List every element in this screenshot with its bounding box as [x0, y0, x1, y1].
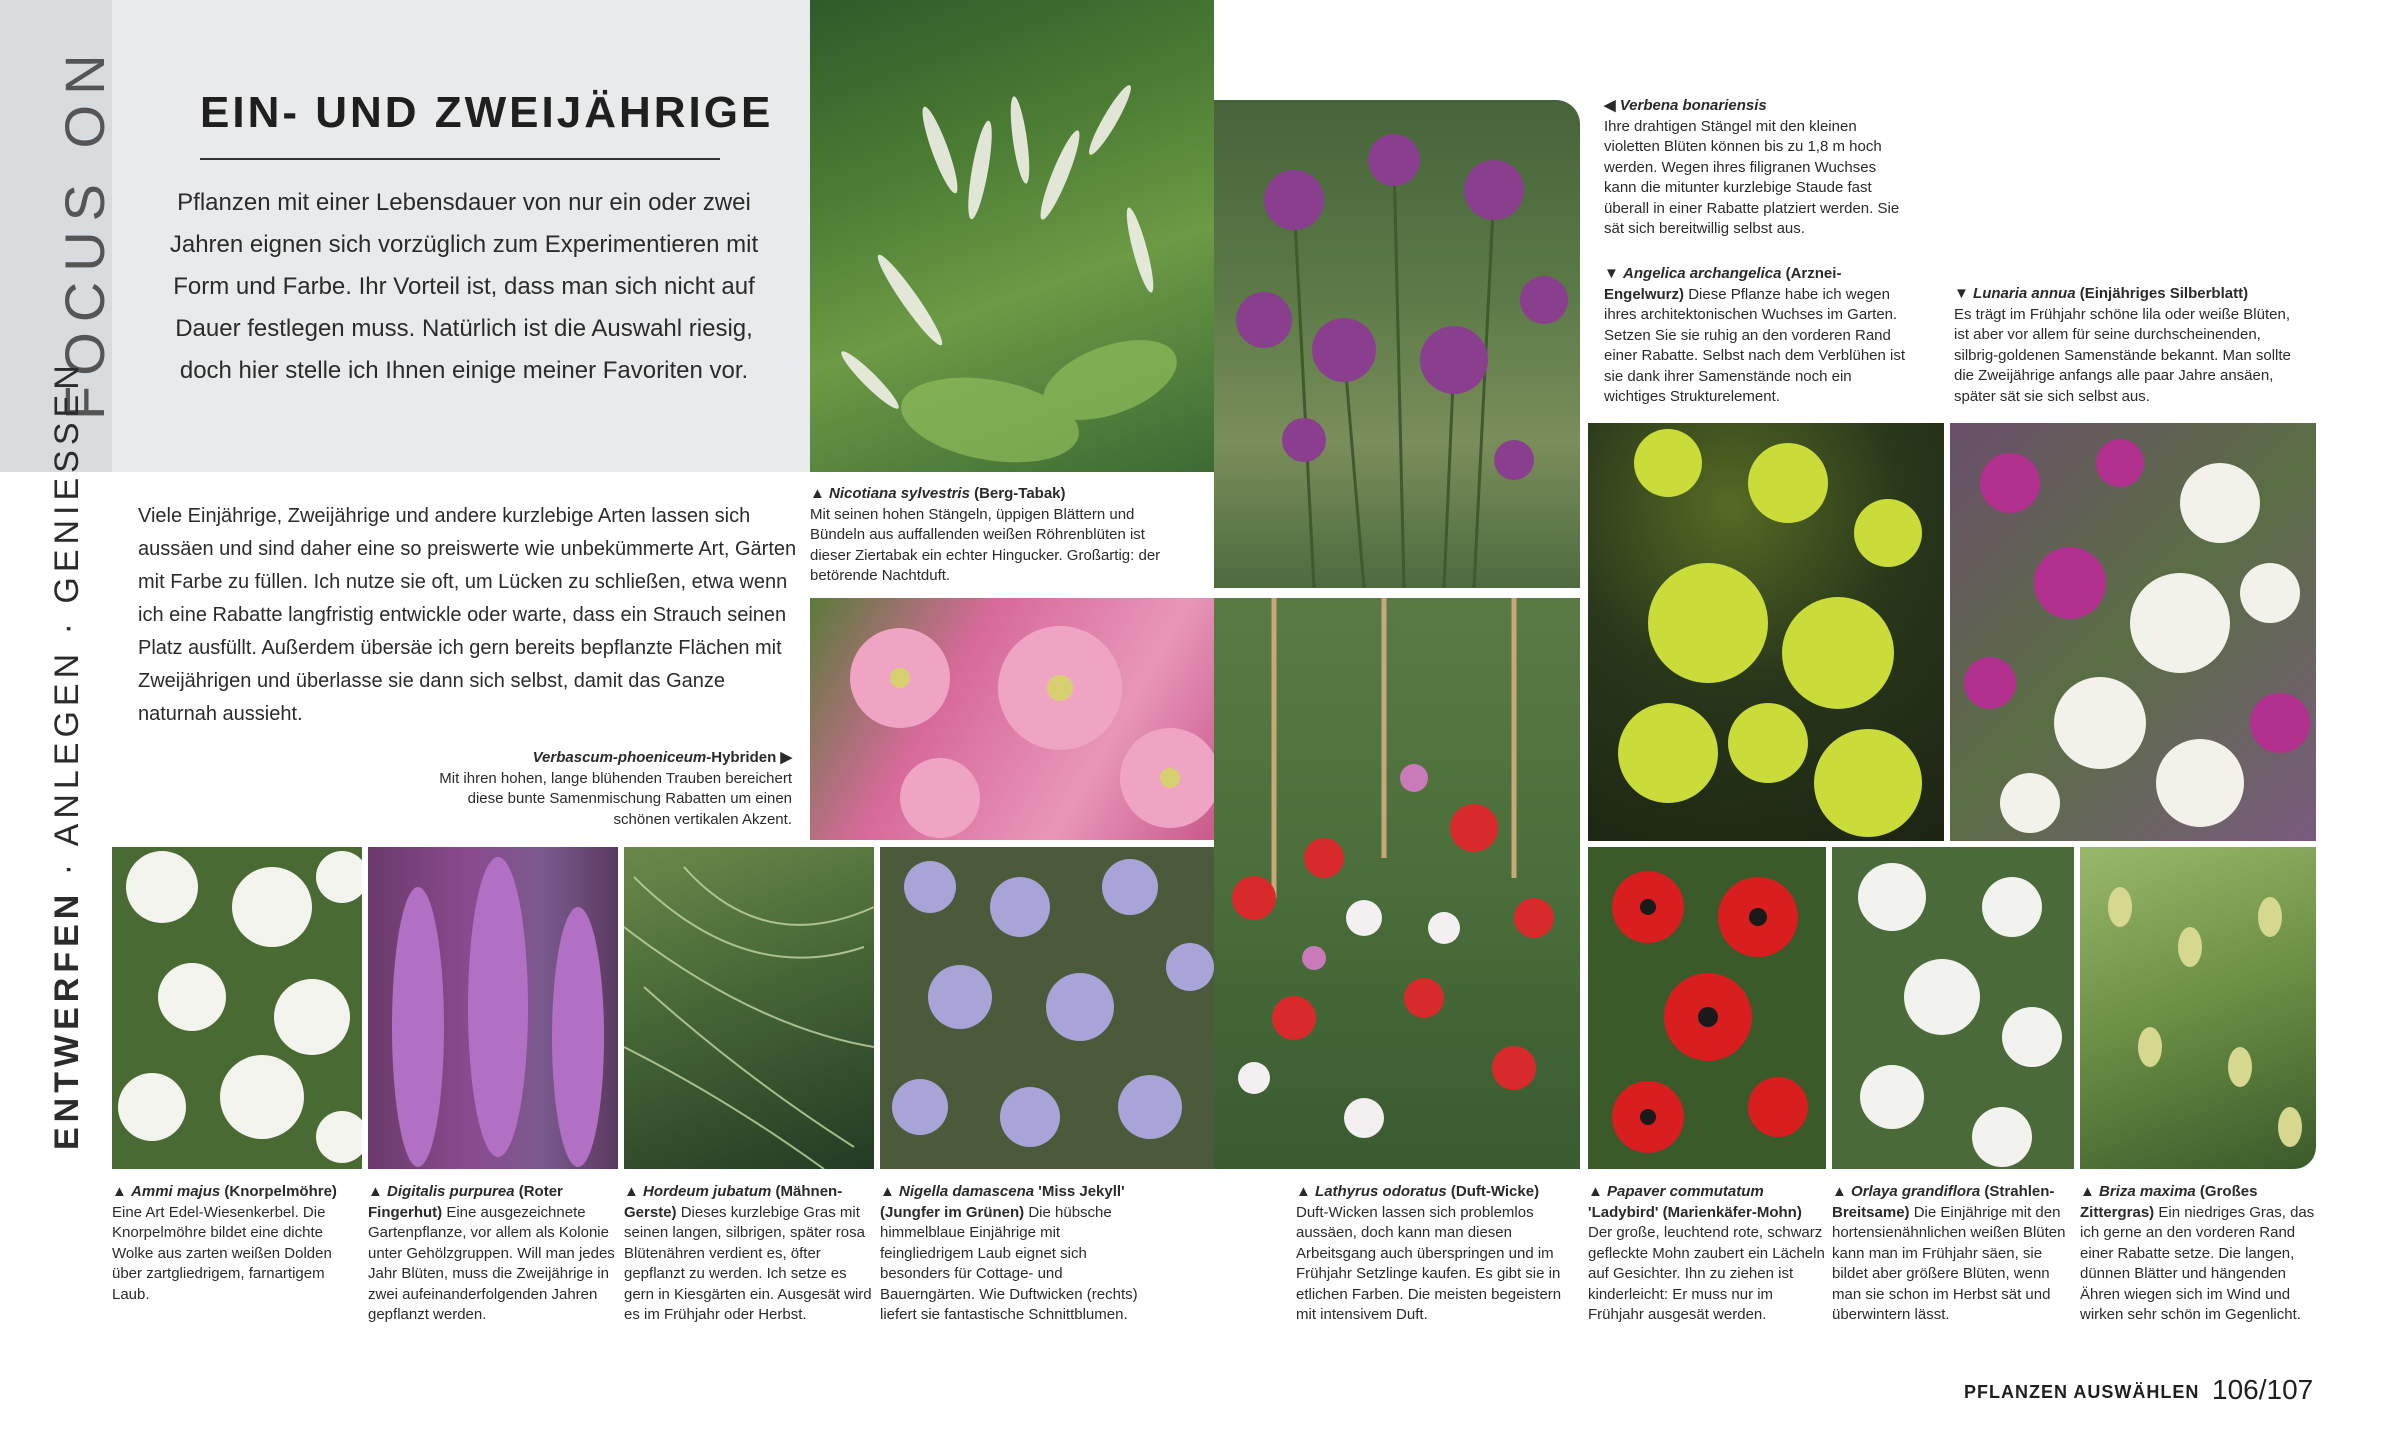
- lead-paragraph: Pflanzen mit einer Lebensdauer von nur ein oder zwei Jahren eignen sich vorzüglich zum Experimentieren mit Form und Farbe. Ihr Vorteil ist, dass man sich nicht auf Dauer festlegen muss. Natürlich ist die Auswahl riesig, doch hier stelle ich Ihnen einige meiner Favoriten vor.: [169, 189, 759, 384]
- caption-common: (Arznei-Engelwurz): [1604, 265, 1842, 303]
- photo-papaver: [1588, 847, 1826, 1169]
- caption-sci: Briza maxima: [2099, 1183, 2196, 1200]
- section-label: [48, 360, 87, 1150]
- caption-sci: Verbena bonariensis: [1619, 97, 1767, 114]
- caption-orlaya: [1832, 1182, 2076, 1326]
- arrow-up-icon: ▲: [112, 1183, 127, 1200]
- caption-text: Eine Art Edel-Wiesenkerbel. Die Knorpelmöhre bildet eine dichte Wolke aus zarten weißen Dolden über zartgliedrigem, farnartigem Laub.: [112, 1203, 332, 1303]
- caption-text: Duft-Wicken lassen sich problemlos aussäen, doch kann man diesen Arbeitsgang auch überspringen und im Frühjahr Setzlinge kaufen. Es gibt sie in etlichen Farben. Die meisten begeistern mit intensivem Duft.: [1296, 1203, 1562, 1323]
- ammi-umbels: [112, 847, 362, 1169]
- caption-common: (Großes Zittergras): [2080, 1183, 2258, 1221]
- caption-sci: Papaver commutatum: [1607, 1183, 1764, 1200]
- footer-section: PFLANZEN AUSWÄHLEN: [1964, 1382, 2200, 1402]
- digitalis-spikes: [368, 847, 618, 1169]
- verbascum-flowers: [810, 598, 1214, 840]
- caption-sci: Orlaya grandiflora: [1851, 1183, 1981, 1200]
- caption-sci: Angelica archangelica: [1623, 265, 1782, 282]
- caption-text: Der große, leuchtend rote, schwarz gefleckte Mohn zaubert ein Lächeln auf Gesichter. Ihn zu ziehen ist kinderleicht: Er muss nur im Frühjahr ausgesät werden.: [1588, 1224, 1825, 1323]
- arrow-up-icon: ▲: [1832, 1183, 1847, 1200]
- photo-verbascum: [810, 598, 1214, 840]
- caption-lathyrus: [1296, 1182, 1568, 1326]
- photo-digitalis: [368, 847, 618, 1169]
- photo-orlaya: [1832, 847, 2074, 1169]
- photo-verbena: [1214, 100, 1580, 588]
- caption-common: (Knorpelmöhre): [220, 1183, 337, 1200]
- arrow-left-icon: ◀: [1604, 97, 1616, 114]
- caption-text: Diese Pflanze habe ich wegen ihres architektonischen Wuchses im Garten. Setzen Sie sie ruhig an den vorderen Rand einer Rabatte. Selbst nach dem Verblühen ist sie dank ihrer Samenstände noch ein wichtiges Strukturelement.: [1604, 285, 1906, 405]
- photo-hordeum: [624, 847, 874, 1169]
- caption-sci: Lathyrus odoratus: [1315, 1183, 1447, 1200]
- caption-sci: Lunaria annua: [1973, 285, 2076, 302]
- caption-hordeum: [624, 1182, 876, 1326]
- caption-common: (Duft-Wicke): [1446, 1183, 1540, 1200]
- photo-lathyrus: [1214, 598, 1580, 1169]
- body-paragraph: Viele Einjährige, Zweijährige und andere kurzlebige Arten lassen sich aussäen und sind daher eine so preiswerte wie unbekümmerte Art, Gärten mit Farbe zu füllen. Ich nutze sie oft, um Lücken zu schließen, etwa wenn ich eine Rabatte langfristig entwickle oder warte, dass ein Strauch seinen Platz ausfüllt. Außerdem übersäe ich gern bereits bepflanzte Flächen mit Zweijährigen und überlasse sie dann sich selbst, damit das Ganze naturnah aussieht.: [138, 505, 797, 725]
- hordeum-grass: [624, 847, 874, 1169]
- arrow-up-icon: ▲: [810, 485, 825, 502]
- caption-ammi: [112, 1182, 360, 1305]
- caption-text: Mit seinen hohen Stängeln, üppigen Blättern und Bündeln aus auffallenden weißen Röhrenblüten ist dieser Ziertabak ein echter Hingucker. Großartig: der betörende Nachtduft.: [810, 505, 1161, 584]
- caption-sci: Nigella damascena: [899, 1183, 1035, 1200]
- caption-text: Dieses kurzlebige Gras mit seinen langen, silbrigen, später rosa Blütenähren verdient es, öfter gepflanzt zu werden. Ich setze es gern in Kiesgärten ein. Ausgesät wird es im Frühjahr oder Herbst.: [624, 1203, 872, 1323]
- caption-angelica: [1604, 264, 1914, 408]
- caption-sci: Hordeum jubatum: [643, 1183, 772, 1200]
- caption-common: (Roter Fingerhut): [368, 1183, 563, 1221]
- arrow-down-icon: ▼: [1604, 265, 1619, 282]
- photo-ammi: [112, 847, 362, 1169]
- verbena-flowers: [1214, 100, 1580, 588]
- title-rule: [200, 158, 720, 160]
- photo-angelica: [1588, 423, 1944, 841]
- papaver-flowers: [1588, 847, 1826, 1169]
- caption-text: Die hübsche himmelblaue Einjährige mit feingliedrigem Laub eignet sich besonders für Cottage- und Bauerngärten. Wie Duftwicken (rechts) liefert sie fantastische Schnittblumen.: [880, 1203, 1138, 1323]
- caption-common: -Hybriden: [706, 749, 777, 766]
- caption-verbascum: [420, 748, 792, 830]
- caption-text: Ein niedriges Gras, das ich gerne an den vorderen Rand einer Rabatte setze. Die langen, dünnen Blätter und hängenden Ähren wiegen sich im Wind und wirken sehr schön im Gegenlicht.: [2080, 1203, 2315, 1323]
- caption-text: Mit ihren hohen, lange blühenden Trauben bereichert diese bunte Samenmischung Rabatten um einen schönen vertikalen Akzent.: [439, 769, 792, 828]
- caption-sci: Verbascum-phoeniceum: [532, 749, 707, 766]
- focus-on-label: FOCUS ON: [53, 44, 116, 420]
- caption-text: Die Einjährige mit den hortensienähnlichen weißen Blüten kann man im Frühjahr säen, sie bildet aber größere Blüten, wenn man sie schon im Herbst sät und überwintern lässt.: [1832, 1203, 2066, 1323]
- caption-text: Es trägt im Frühjahr schöne lila oder weiße Blüten, ist aber vor allem für seine durchscheinenden, silbrig-goldenen Samenstände bekannt. Man sollte die Zweijährige anfangs alle paar Jahre ansäen, später sät sie sich selbst aus.: [1954, 305, 2291, 405]
- caption-text: Eine ausgezeichnete Gartenpflanze, vor allem als Kolonie unter Gehölzgruppen. Will man jedes Jahr Blüten, muss die Zweijährige in zwei aufeinanderfolgenden Jahren gepflanzt werden.: [368, 1203, 615, 1323]
- caption-lunaria: [1954, 284, 2294, 407]
- orlaya-flowers: [1832, 847, 2074, 1169]
- caption-sci: Ammi majus: [131, 1183, 221, 1200]
- lathyrus-flowers: [1214, 598, 1580, 1169]
- briza-grass: [2080, 847, 2316, 1169]
- caption-sci: Digitalis purpurea: [387, 1183, 515, 1200]
- caption-verbena: [1604, 96, 1904, 240]
- arrow-up-icon: ▲: [368, 1183, 383, 1200]
- caption-sci: Nicotiana sylvestris: [829, 485, 970, 502]
- arrow-up-icon: ▲: [1588, 1183, 1603, 1200]
- caption-common: (Einjähriges Silberblatt): [2075, 285, 2249, 302]
- photo-nigella: [880, 847, 1214, 1169]
- arrow-right-icon: ▶: [780, 749, 792, 766]
- caption-common: 'Miss Jekyll' (Jungfer im Grünen): [880, 1183, 1125, 1221]
- caption-common: (Mähnen-Gerste): [624, 1183, 843, 1221]
- photo-briza: [2080, 847, 2316, 1169]
- caption-common: (Strahlen-Breitsame): [1832, 1183, 2055, 1221]
- photo-lunaria: [1950, 423, 2316, 841]
- page-numbers: 106/107: [2212, 1374, 2314, 1405]
- arrow-down-icon: ▼: [1954, 285, 1969, 302]
- caption-papaver: [1588, 1182, 1828, 1326]
- arrow-up-icon: ▲: [880, 1183, 895, 1200]
- nicotiana-flowers: [810, 0, 1214, 472]
- arrow-up-icon: ▲: [1296, 1183, 1311, 1200]
- section-label-rest: · ANLEGEN · GENIESSEN: [48, 360, 86, 890]
- caption-briza: [2080, 1182, 2330, 1326]
- arrow-up-icon: ▲: [624, 1183, 639, 1200]
- caption-digitalis: [368, 1182, 620, 1326]
- lunaria-flowers: [1950, 423, 2316, 841]
- angelica-umbels: [1588, 423, 1944, 841]
- section-label-bold: ENTWERFEN: [48, 889, 86, 1150]
- caption-text: Ihre drahtigen Stängel mit den kleinen violetten Blüten können bis zu 1,8 m hoch werden. Wegen ihres filigranen Wuchses kann die mitunter kurzlebige Staude fast überall in einer Rabatte platziert werden. Sie sät sich bereitwillig selbst aus.: [1604, 117, 1900, 237]
- page-title: EIN- UND ZWEIJÄHRIGE: [200, 88, 774, 137]
- photo-nicotiana: [810, 0, 1214, 472]
- nigella-flowers: [880, 847, 1214, 1169]
- caption-nigella: [880, 1182, 1142, 1326]
- caption-nicotiana: [810, 484, 1170, 587]
- caption-common: 'Ladybird' (Marienkäfer-Mohn): [1588, 1203, 1802, 1221]
- arrow-up-icon: ▲: [2080, 1183, 2095, 1200]
- caption-common: (Berg-Tabak): [969, 485, 1066, 502]
